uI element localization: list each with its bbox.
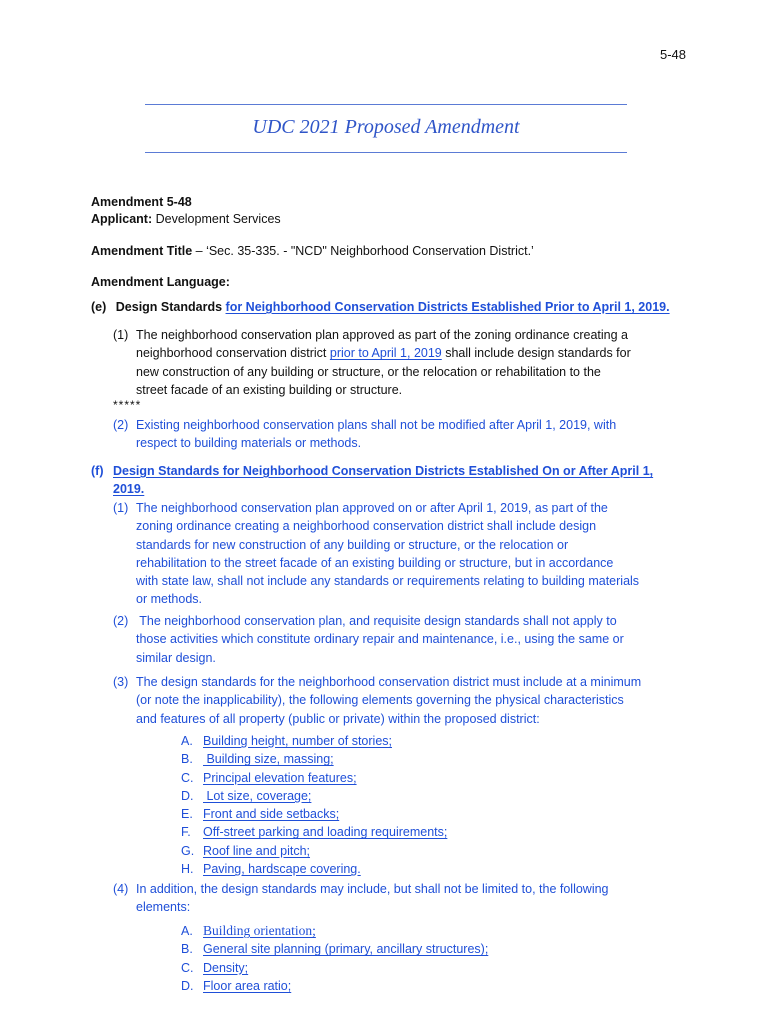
sub-item-marker: H. — [181, 862, 194, 877]
sub-item-c — [181, 959, 581, 977]
sub-item-text: General site planning (primary, ancillary structures); — [203, 942, 489, 957]
sub-item-d — [181, 787, 581, 805]
sub-item-text: Paving, hardscape covering. — [203, 862, 361, 877]
section-f-heading-line: Design Standards for Neighborhood Conservation Districts Established On or After April 1, — [113, 464, 654, 478]
item-marker: (2) — [113, 614, 129, 628]
item-line: rehabilitation to the street facade of an existing building or structure, but in accordance — [136, 555, 614, 570]
item-line: new construction of any building or structure, or the relocation or rehabilitation to the — [136, 364, 601, 379]
section-e-heading-insert: for Neighborhood Conservation Districts Established Prior to April 1, 2019. — [225, 300, 670, 314]
item-line — [136, 344, 696, 362]
sub-item-g — [181, 842, 581, 860]
item-line: those activities which constitute ordinary repair and maintenance, i.e., using the same or — [136, 632, 624, 647]
section-f-marker: (f) — [91, 464, 104, 478]
applicant-label: Applicant: — [91, 212, 153, 226]
section-e-heading-text: Design Standards — [115, 300, 223, 314]
item-line: respect to building materials or methods. — [136, 436, 362, 451]
sub-item-marker: B. — [181, 942, 193, 957]
inserted-date: prior to April 1, 2019 — [329, 346, 442, 361]
sub-item-c — [181, 769, 581, 787]
sub-item-marker: C. — [181, 770, 194, 785]
sub-item-marker: F. — [181, 825, 191, 840]
item-line: (or note the inapplicability), the following elements governing the physical characteristics — [136, 693, 624, 708]
sub-item-a — [181, 922, 581, 940]
sub-item-marker: D. — [181, 788, 194, 803]
item-line: The neighborhood conservation plan approved as part of the zoning ordinance creating a — [136, 328, 629, 342]
sub-item-text: Building orientation; — [203, 923, 316, 938]
sub-item-marker: A. — [181, 924, 193, 938]
amendment-language-label: Amendment Language: — [91, 275, 230, 289]
sub-item-text: Building height, number of stories; — [203, 734, 392, 748]
item-line: In addition, the design standards may include, but shall not be limited to, the following — [136, 882, 609, 896]
item-line: and features of all property (public or private) within the proposed district: — [136, 711, 540, 726]
item-line: Existing neighborhood conservation plans shall not be modified after April 1, 2019, with — [136, 418, 617, 432]
item-line: or methods. — [136, 592, 203, 607]
sub-item-text: Roof line and pitch; — [203, 843, 311, 858]
item-line: The neighborhood conservation plan approved on or after April 1, 2019, as part of the — [136, 501, 608, 515]
sub-item-text: Density; — [203, 960, 249, 975]
sub-item-marker: A. — [181, 734, 193, 748]
item-line: similar design. — [136, 650, 216, 665]
item-line: The neighborhood conservation plan, and requisite design standards shall not apply to — [136, 614, 617, 628]
amendment-title-line — [91, 243, 534, 259]
item-line: The design standards for the neighborhood conservation district must include at a minimum — [136, 675, 642, 689]
item-line: street facade of an existing building or structure. — [136, 382, 403, 397]
item-marker: (2) — [113, 418, 129, 432]
applicant-line — [91, 211, 281, 227]
item-marker: (1) — [113, 501, 129, 515]
item-text: neighborhood conservation district — [136, 346, 330, 361]
title-rule-bottom — [145, 152, 627, 153]
item-line: elements: — [136, 900, 191, 915]
sub-item-marker: C. — [181, 960, 194, 975]
section-e-heading — [91, 298, 691, 316]
sub-item-a — [181, 732, 581, 750]
sub-item-b — [181, 750, 581, 768]
sub-item-text: Floor area ratio; — [203, 978, 292, 993]
sub-item-h — [181, 860, 581, 878]
section-f-item-4-sublist — [181, 922, 581, 995]
sub-item-text: Off-street parking and loading requirements; — [203, 825, 448, 840]
sub-item-text: Principal elevation features; — [203, 770, 357, 785]
item-marker: (3) — [113, 675, 129, 689]
amendment-title-value: – ‘Sec. 35-335. - "NCD" Neighborhood Conservation District.’ — [192, 244, 534, 258]
sub-item-text: Building size, massing; — [203, 752, 334, 767]
sub-item-marker: G. — [181, 843, 195, 858]
sub-item-b — [181, 940, 581, 958]
item-text: shall include design standards for — [441, 346, 631, 361]
sub-item-marker: E. — [181, 807, 193, 822]
section-e-marker: (e) — [91, 300, 107, 314]
item-marker: (4) — [113, 882, 129, 896]
sub-item-f — [181, 823, 581, 841]
applicant-value: Development Services — [155, 212, 281, 226]
page-number: 5-48 — [660, 47, 687, 62]
sub-item-text: Lot size, coverage; — [203, 788, 312, 803]
page-title: UDC 2021 Proposed Amendment — [252, 116, 520, 138]
section-f-item-3-sublist — [181, 732, 581, 878]
amendment-title-label: Amendment Title — [91, 244, 193, 258]
sub-item-d — [181, 977, 581, 995]
omission-marker: ***** — [113, 398, 142, 412]
item-line: standards for new construction of any building or structure, or the relocation or — [136, 537, 569, 552]
title-rule-top — [145, 104, 627, 105]
sub-item-text: Front and side setbacks; — [203, 807, 340, 822]
amendment-number: Amendment 5-48 — [91, 195, 192, 209]
section-f-heading-line: 2019. — [113, 482, 145, 497]
item-line: zoning ordinance creating a neighborhood conservation district shall include design — [136, 519, 597, 534]
sub-item-e — [181, 805, 581, 823]
sub-item-marker: B. — [181, 752, 193, 767]
item-marker: (1) — [113, 328, 129, 342]
item-line: with state law, shall not include any standards or requirements relating to building materials — [136, 574, 640, 589]
sub-item-marker: D. — [181, 978, 194, 993]
